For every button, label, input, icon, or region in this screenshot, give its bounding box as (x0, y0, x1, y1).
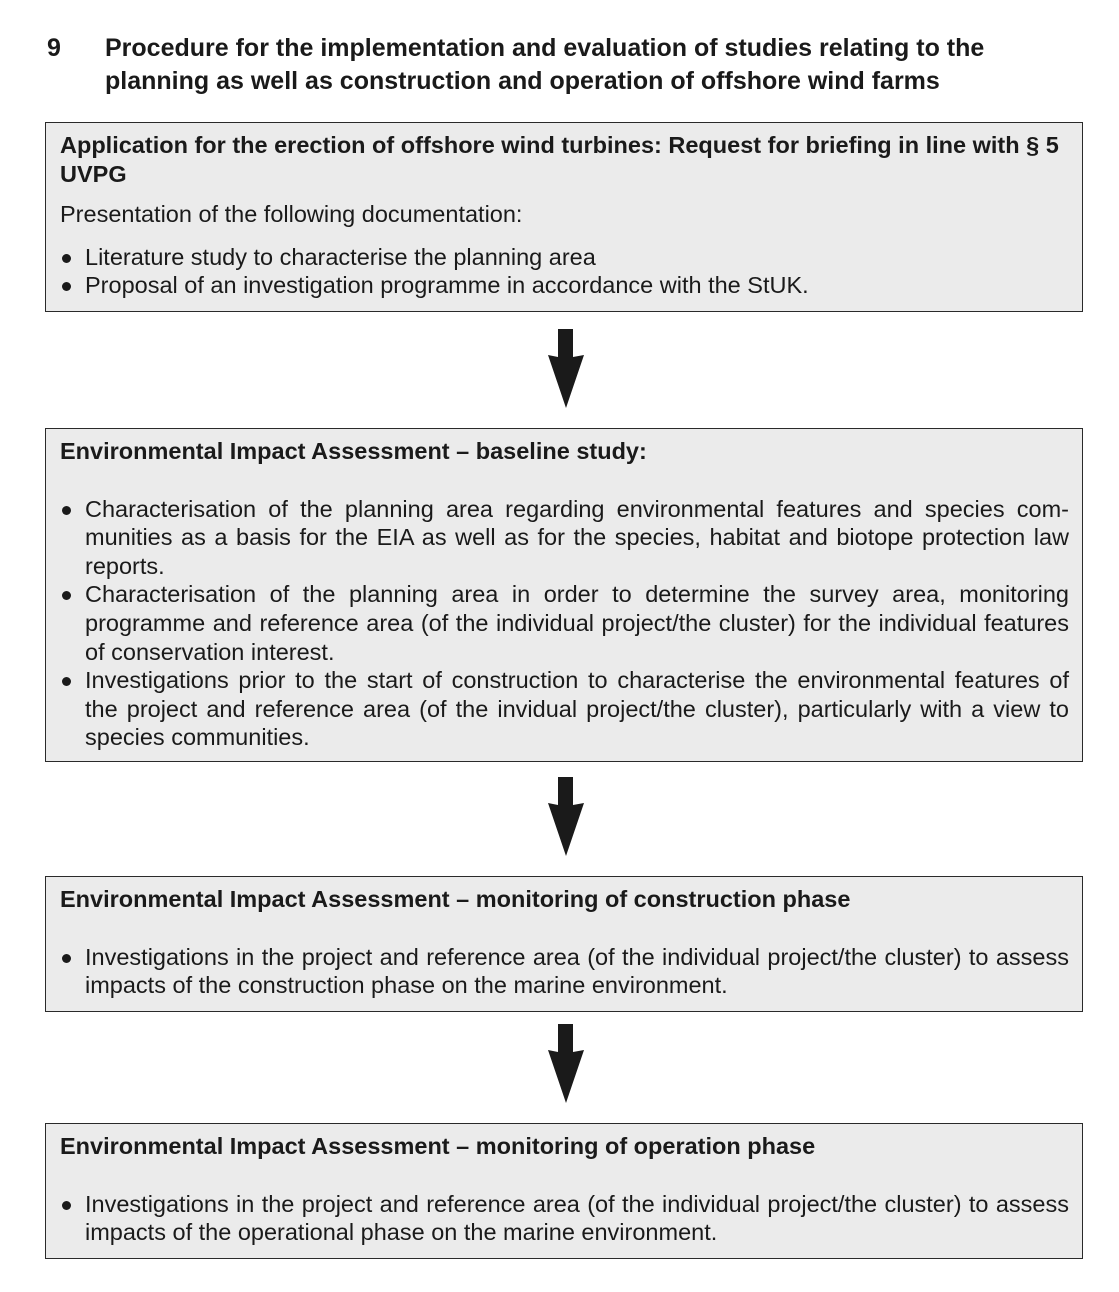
step-bullet-list (60, 1190, 1069, 1247)
flow-step-operation-monitoring (45, 1123, 1083, 1259)
step-bullet-list (60, 495, 1069, 752)
section-title: Procedure for the implementation and evaluation of studies relating to the planning as well as construction and operation of offshore wind farms (105, 34, 985, 95)
list-item: Characterisation of the planning area regarding environmental features and species communities as a basis for the EIA as well as for the species, habitat and biotope protection law reports. (60, 495, 1069, 581)
step-title: Environmental Impact Assessment – monitoring of construction phase (60, 886, 851, 912)
list-item: Characterisation of the planning area in order to determine the survey area, monitoring programme and reference area (of the individual project/the cluster) for the individual features of conservation interest. (60, 580, 1069, 666)
arrow-down-icon (546, 777, 586, 857)
arrow-down-icon (546, 1024, 586, 1104)
step-title: Application for the erection of offshore wind turbines: Request for briefing in line with § 5 UVPG (60, 132, 1059, 187)
flow-step-application (45, 122, 1083, 312)
list-item: Investigations in the project and reference area (of the individual project/the cluster) to assess impacts of the construction phase on the marine environment. (60, 943, 1069, 1000)
arrow-down-icon (546, 329, 586, 409)
list-item: Investigations prior to the start of construction to characterise the environmental features of the project and reference area (of the invidual project/the cluster), particularly with a view to species communities. (60, 666, 1069, 752)
step-bullet-list (60, 243, 1069, 300)
step-title: Environmental Impact Assessment – monitoring of operation phase (60, 1133, 816, 1159)
flow-step-baseline-study (45, 428, 1083, 762)
list-item: Literature study to characterise the planning area (60, 243, 1069, 272)
list-item: Proposal of an investigation programme in accordance with the StUK. (60, 271, 1069, 300)
section-number: 9 (47, 34, 61, 62)
flow-step-construction-monitoring (45, 876, 1083, 1012)
step-bullet-list (60, 943, 1069, 1000)
step-intro: Presentation of the following documentation: (60, 201, 523, 228)
list-item: Investigations in the project and reference area (of the individual project/the cluster) to assess impacts of the operational phase on the marine environment. (60, 1190, 1069, 1247)
step-title: Environmental Impact Assessment – baseline study: (60, 438, 647, 464)
